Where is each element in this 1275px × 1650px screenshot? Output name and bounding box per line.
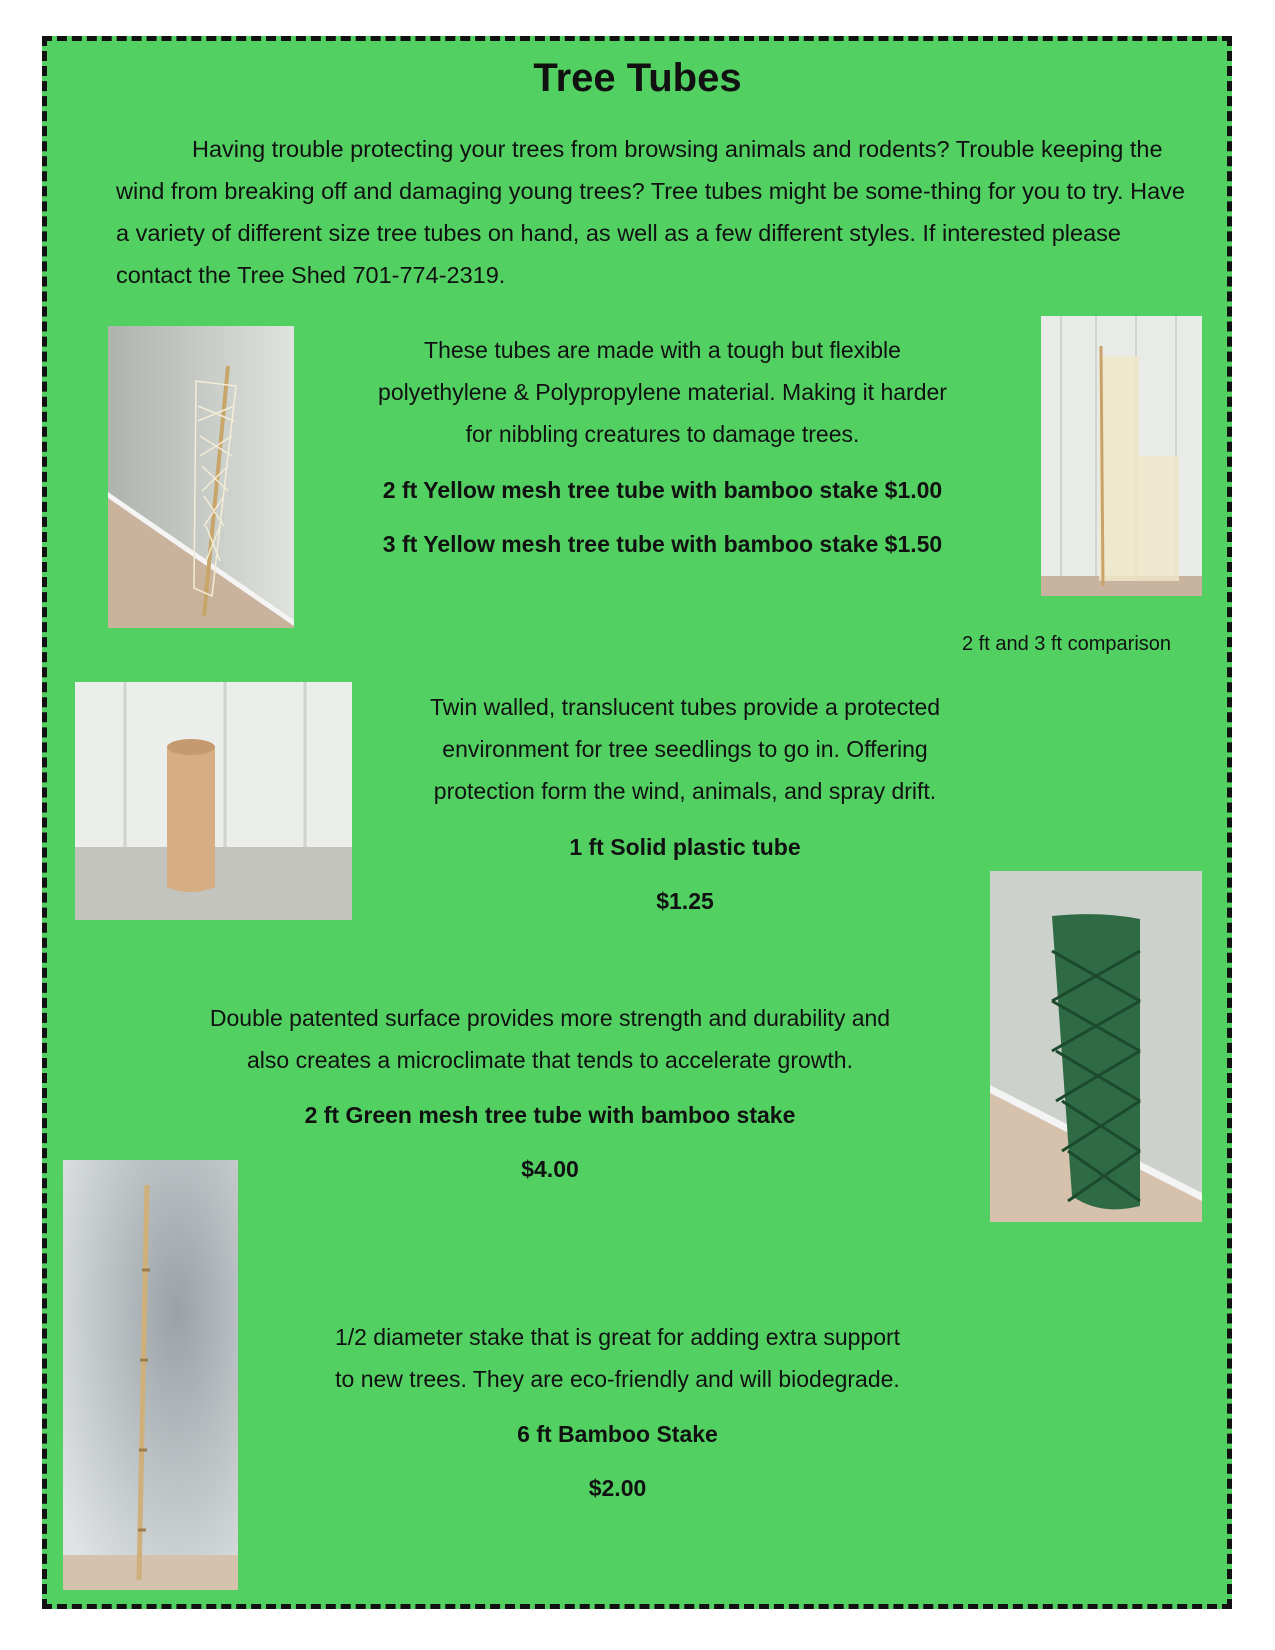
price-item: 3 ft Yellow mesh tree tube with bamboo stake $1.50 [382,531,943,557]
description-line: also creates a microclimate that tends to accelerate growth. [247,1047,853,1073]
section-2-description [360,686,1010,812]
intro-text: Having trouble protecting your trees from browsing animals and rodents? Trouble keeping the wind from breaking off and damaging young trees? Tree tubes might be some-thing for you to try. Have a variety of different size tree tubes on hand, as well as a few different styles. If interested please contact the Tree Shed 701-774-2319. [116,136,1185,288]
product-price: $2.00 [588,1475,647,1501]
section-4-description [250,1316,985,1400]
description-line: 1/2 diameter stake that is great for adding extra support [334,1324,901,1350]
tube-comparison-photo [1041,316,1202,596]
product-price: $4.00 [521,1156,579,1182]
description-line: polyethylene & Polypropylene material. Making it harder [378,379,947,405]
yellow-mesh-tube-photo [108,326,294,628]
photo-caption: 2 ft and 3 ft comparison [962,633,1172,655]
section-1-description [300,329,1025,455]
price-item: 2 ft Yellow mesh tree tube with bamboo stake $1.00 [382,477,943,503]
description-line: protection form the wind, animals, and spray drift. [433,778,937,804]
description-line: to new trees. They are eco-friendly and will biodegrade. [335,1366,900,1392]
description-line: environment for tree seedlings to go in. Offering [442,736,928,762]
green-mesh-tube-photo [990,871,1202,1222]
page-title: Tree Tubes [533,56,742,100]
description-line: Double patented surface provides more strength and durability and [209,1005,891,1031]
solid-plastic-tube-photo [75,682,352,920]
product-name: 2 ft Green mesh tree tube with bamboo stake [304,1102,796,1128]
product-name: 6 ft Bamboo Stake [517,1421,718,1447]
description-line: for nibbling creatures to damage trees. [465,421,860,447]
product-price: $1.25 [656,888,714,914]
bamboo-stake-photo [63,1160,238,1590]
product-name: 1 ft Solid plastic tube [569,834,801,860]
intro-paragraph [116,128,1191,296]
description-line: Twin walled, translucent tubes provide a protected [429,694,941,720]
section-3-description [110,997,990,1081]
description-line: These tubes are made with a tough but flexible [424,337,901,363]
